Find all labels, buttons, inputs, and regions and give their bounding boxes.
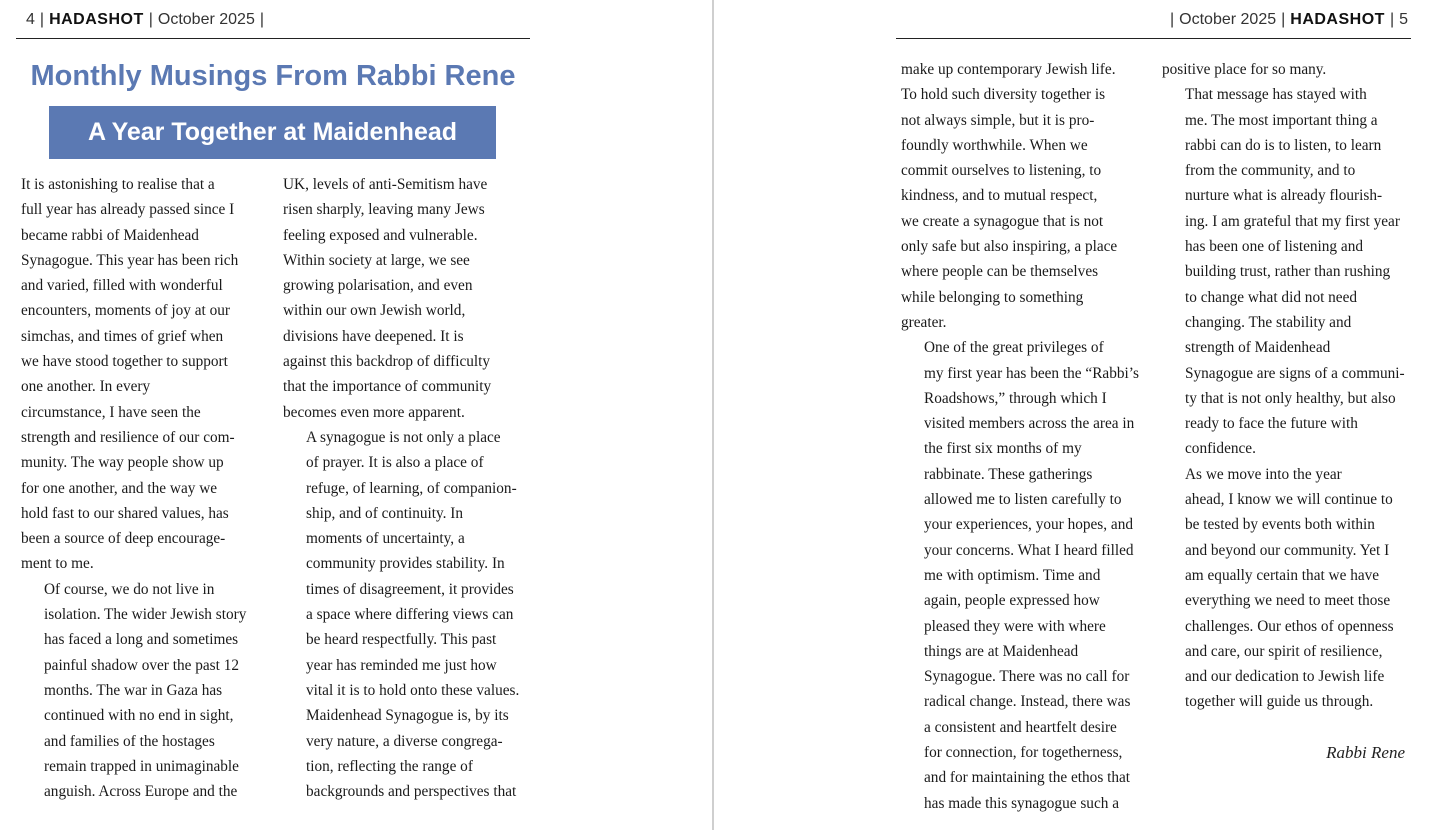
- text-line: my first year has been the “Rabbi’s: [924, 364, 1139, 382]
- text-line: One of the great privileges of: [924, 339, 1104, 357]
- text-line: A synagogue is not only a place: [306, 428, 501, 446]
- text-line: while belonging to something: [901, 288, 1084, 306]
- text-line: radical change. Instead, there was: [924, 693, 1131, 711]
- article-paragraph: [21, 577, 265, 805]
- text-line: has been one of listening and: [1185, 238, 1363, 256]
- right-page-header: [1165, 10, 1408, 30]
- text-line: to change what did not need: [1185, 288, 1358, 306]
- article-paragraph: [901, 335, 1145, 816]
- text-line: circumstance, I have seen the: [21, 403, 201, 421]
- text-line: again, people expressed how: [924, 592, 1100, 610]
- text-line: make up contemporary Jewish life.: [901, 61, 1116, 78]
- text-line: Within society at large, we see: [283, 251, 470, 269]
- text-line: from the community, and to: [1185, 162, 1356, 180]
- header-separator: |: [259, 11, 264, 28]
- text-line: moments of uncertainty, a: [306, 530, 465, 548]
- text-line: commit ourselves to listening, to: [901, 162, 1102, 180]
- left-page-number: 4: [26, 11, 35, 28]
- header-separator: |: [1281, 11, 1286, 28]
- left-publication-name: HADASHOT: [49, 11, 144, 28]
- text-line: one another. In every: [21, 378, 151, 396]
- text-line: allowed me to listen carefully to: [924, 491, 1122, 509]
- left-issue-date: October 2025: [157, 11, 255, 28]
- text-line: strength and resilience of our com-: [21, 428, 235, 446]
- text-line: very nature, a diverse congrega-: [306, 732, 503, 750]
- right-publication-name: HADASHOT: [1290, 11, 1385, 28]
- text-line: against this backdrop of difficulty: [283, 353, 491, 371]
- text-line: divisions have deepened. It is: [283, 327, 464, 345]
- text-line: me with optimism. Time and: [924, 566, 1101, 584]
- text-line: feeling exposed and vulnerable.: [283, 226, 478, 244]
- text-line: only safe but also inspiring, a place: [901, 238, 1118, 256]
- right-header-rule: [896, 38, 1411, 39]
- header-separator: |: [1170, 11, 1175, 28]
- text-line: rabbi can do is to listen, to learn: [1185, 136, 1382, 154]
- text-line: ready to face the future with: [1185, 415, 1358, 433]
- text-line: anguish. Across Europe and the: [44, 783, 238, 801]
- text-line: and families of the hostages: [44, 732, 215, 750]
- author-signature: Rabbi Rene: [1326, 743, 1405, 762]
- text-line: became rabbi of Maidenhead: [21, 226, 199, 244]
- left-page-header: [26, 10, 269, 30]
- text-line: me. The most important thing a: [1185, 111, 1378, 129]
- text-line: your experiences, your hopes, and: [924, 516, 1133, 534]
- text-line: we have stood together to support: [21, 353, 228, 371]
- text-line: Of course, we do not live in: [44, 580, 215, 598]
- article-paragraph: [283, 425, 527, 804]
- text-line: for one another, and the way we: [21, 479, 218, 497]
- text-line: isolation. The wider Jewish story: [44, 606, 247, 624]
- text-line: nurture what is already flourish-: [1185, 187, 1383, 205]
- text-line: together will guide us through.: [1185, 693, 1374, 711]
- text-line: becomes even more apparent.: [283, 403, 465, 421]
- text-line: times of disagreement, it provides: [306, 580, 514, 598]
- text-line: To hold such diversity together is: [901, 86, 1106, 104]
- text-line: Synagogue. There was no call for: [924, 668, 1130, 686]
- text-line: visited members across the area in: [924, 415, 1135, 433]
- text-line: a consistent and heartfelt desire: [924, 718, 1117, 736]
- text-line: tion, reflecting the range of: [306, 757, 473, 775]
- text-line: your concerns. What I heard filled: [924, 541, 1134, 559]
- text-line: building trust, rather than rushing: [1185, 263, 1391, 281]
- text-line: has made this synagogue such a: [924, 794, 1119, 812]
- text-line: and for maintaining the ethos that: [924, 769, 1131, 787]
- text-line: everything we need to meet those: [1185, 592, 1391, 610]
- text-line: full year has already passed since I: [21, 201, 235, 219]
- text-line: year has reminded me just how: [306, 656, 497, 674]
- text-line: pleased they were with where: [924, 617, 1106, 635]
- text-line: Synagogue are signs of a communi-: [1185, 364, 1405, 382]
- text-line: vital it is to hold onto these values.: [306, 681, 520, 699]
- text-line: kindness, and to mutual respect,: [901, 187, 1098, 205]
- article-paragraph: [1162, 462, 1406, 715]
- text-line: ing. I am grateful that my first year: [1185, 212, 1400, 230]
- text-line: greater.: [901, 313, 947, 331]
- page-spread-divider: [712, 0, 714, 830]
- text-line: and care, our spirit of resilience,: [1185, 642, 1383, 660]
- text-line: challenges. Our ethos of openness: [1185, 617, 1394, 635]
- text-line: strength of Maidenhead: [1185, 339, 1331, 357]
- text-line: UK, levels of anti-Semitism have: [283, 176, 488, 193]
- text-line: It is astonishing to realise that a: [21, 176, 215, 193]
- text-line: the first six months of my: [924, 440, 1082, 458]
- text-line: confidence.: [1185, 440, 1256, 458]
- right-page-number: 5: [1399, 11, 1408, 28]
- text-line: risen sharply, leaving many Jews: [283, 201, 485, 219]
- text-line: within our own Jewish world,: [283, 302, 466, 320]
- text-line: and beyond our community. Yet I: [1185, 541, 1390, 559]
- article-column-2: [283, 172, 527, 804]
- text-line: Synagogue. This year has been rich: [21, 251, 239, 269]
- article-column-3: [901, 57, 1145, 816]
- text-line: where people can be themselves: [901, 263, 1099, 281]
- text-line: has faced a long and sometimes: [44, 631, 239, 649]
- article-paragraph: [283, 172, 527, 425]
- article-column-4: [1162, 57, 1406, 715]
- article-paragraph: [901, 57, 1145, 335]
- text-line: of prayer. It is also a place of: [306, 454, 484, 472]
- article-column-1: [21, 172, 265, 804]
- text-line: be heard respectfully. This past: [306, 631, 497, 649]
- article-paragraph: [21, 172, 265, 577]
- text-line: ty that is not only healthy, but also: [1185, 389, 1396, 407]
- article-paragraph: [1162, 82, 1406, 461]
- text-line: Maidenhead Synagogue is, by its: [306, 707, 509, 725]
- text-line: backgrounds and perspectives that: [306, 783, 517, 801]
- text-line: growing polarisation, and even: [283, 277, 473, 295]
- text-line: rabbinate. These gatherings: [924, 465, 1093, 483]
- text-line: remain trapped in unimaginable: [44, 757, 239, 775]
- text-line: am equally certain that we have: [1185, 566, 1380, 584]
- text-line: positive place for so many.: [1162, 61, 1327, 78]
- section-title: Monthly Musings From Rabbi Rene: [30, 60, 516, 92]
- text-line: refuge, of learning, of companion-: [306, 479, 517, 497]
- text-line: encounters, moments of joy at our: [21, 302, 231, 320]
- text-line: for connection, for togetherness,: [924, 744, 1123, 762]
- article-paragraph: [1162, 57, 1406, 82]
- text-line: hold fast to our shared values, has: [21, 504, 229, 522]
- text-line: community provides stability. In: [306, 555, 505, 573]
- text-line: painful shadow over the past 12: [44, 656, 239, 674]
- right-issue-date: October 2025: [1179, 11, 1277, 28]
- header-separator: |: [148, 11, 153, 28]
- text-line: continued with no end in sight,: [44, 707, 234, 725]
- text-line: ahead, I know we will continue to: [1185, 491, 1393, 509]
- text-line: a space where differing views can: [306, 606, 514, 624]
- text-line: and our dedication to Jewish life: [1185, 668, 1385, 686]
- text-line: changing. The stability and: [1185, 313, 1352, 331]
- text-line: months. The war in Gaza has: [44, 681, 223, 699]
- text-line: Roadshows,” through which I: [924, 389, 1107, 407]
- text-line: munity. The way people show up: [21, 454, 224, 472]
- text-line: and varied, filled with wonderful: [21, 277, 223, 295]
- text-line: things are at Maidenhead: [924, 642, 1079, 660]
- text-line: ship, and of continuity. In: [306, 504, 464, 522]
- header-separator: |: [1389, 11, 1395, 28]
- text-line: simchas, and times of grief when: [21, 327, 224, 345]
- text-line: we create a synagogue that is not: [901, 212, 1104, 230]
- article-title: A Year Together at Maidenhead: [87, 118, 458, 146]
- text-line: foundly worthwhile. When we: [901, 136, 1088, 154]
- text-line: ment to me.: [21, 555, 94, 573]
- text-line: As we move into the year: [1185, 465, 1342, 483]
- text-line: that the importance of community: [283, 378, 492, 396]
- text-line: That message has stayed with: [1185, 86, 1367, 104]
- text-line: been a source of deep encourage-: [21, 530, 226, 548]
- left-header-rule: [16, 38, 530, 39]
- text-line: not always simple, but it is pro-: [901, 111, 1095, 129]
- text-line: be tested by events both within: [1185, 516, 1375, 534]
- header-separator: |: [39, 11, 45, 28]
